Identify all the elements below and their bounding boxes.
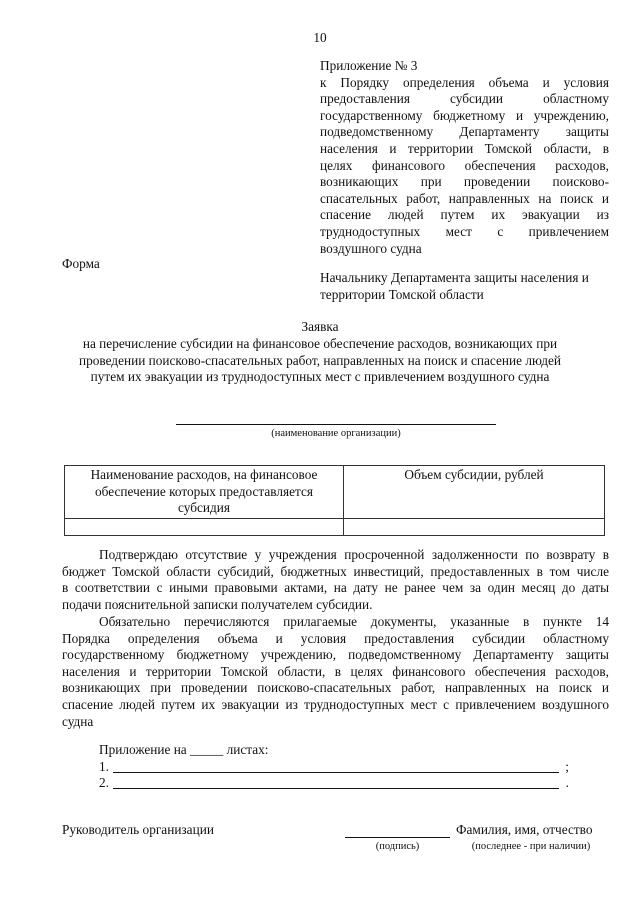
documents-paragraph	[62, 614, 609, 730]
paragraph-line: государственному бюджетному учреждению, подведомственному Департаменту защиты	[62, 647, 609, 663]
header-line: обеспечение которых предоставляется	[95, 483, 313, 499]
appendix-line: подведомственному Департаменту защиты	[320, 124, 609, 140]
attachment-item-number: 1.	[99, 759, 109, 774]
attachment-item-1-field[interactable]	[113, 772, 559, 773]
expenses-table	[64, 465, 605, 536]
attachment-item-2-field[interactable]	[113, 788, 559, 789]
appendix-line: труднодоступных мест с привлечением	[320, 223, 609, 239]
paragraph-line: спасение людей путем их эвакуации из труднодоступных мест с привлечением воздушного	[62, 696, 609, 712]
subtitle-line: путем их эвакуации из труднодоступных мест с привлечением воздушного судна	[90, 369, 550, 385]
header-line: субсидия	[178, 500, 230, 516]
organization-caption: (наименование организации)	[271, 428, 401, 439]
full-name-caption: (последнее - при наличии)	[471, 841, 591, 852]
addressee-line: территории Томской области	[320, 286, 484, 302]
paragraph-line: населения и территории Томской области, в целях финансового обеспечения расходов,	[62, 663, 609, 679]
attachment-item-1	[99, 759, 569, 776]
paragraph-line: возникающих при проведении поисково-спасательных работ, направленных на поиск и	[62, 680, 609, 696]
page-number: 10	[313, 30, 327, 45]
paragraph-line: Подтверждаю отсутствие у учреждения просроченной задолженности по возврату в	[99, 547, 609, 562]
table-cell-expense-name[interactable]	[65, 518, 344, 535]
signature-field[interactable]	[345, 837, 450, 838]
head-of-organization-label: Руководитель организации	[62, 822, 214, 837]
table-cell-subsidy-amount[interactable]	[344, 518, 605, 535]
table-header-expense-name	[65, 466, 344, 519]
paragraph-line: судна	[62, 713, 94, 729]
appendix-line: целях финансового обеспечения расходов,	[320, 157, 609, 173]
document-title: Заявка	[301, 319, 339, 334]
table-header-subsidy-amount: Объем субсидии, рублей	[344, 466, 605, 519]
attachment-item-2	[99, 775, 569, 792]
subtitle-line: на перечисление субсидии на финансовое обеспечение расходов, возникающих при	[82, 336, 558, 351]
paragraph-line: подачи пояснительной записки получателем субсидии.	[62, 596, 373, 612]
attachment-item-end: .	[565, 775, 569, 790]
addressee	[320, 270, 620, 303]
organization-name-field[interactable]	[176, 424, 496, 425]
paragraph-line: в соответствии с иными правовыми актами, на дату не ранее чем за один месяц до даты	[62, 580, 609, 596]
appendix-line: возникающих при проведении поисково-	[320, 174, 609, 190]
document-subtitle	[60, 336, 580, 386]
paragraph-line: бюджет Томской области субсидий, бюджетных инвестиций, предоставленных в том числе	[62, 563, 609, 579]
attachment-label: Приложение на _____ листах:	[99, 742, 269, 757]
form-label: Форма	[62, 256, 100, 271]
paragraph-line: Обязательно перечисляются прилагаемые документы, указанные в пункте 14	[99, 614, 609, 629]
subtitle-line: проведении поисково-спасательных работ, направленных на поиск и спасение людей	[78, 352, 562, 368]
table-row	[65, 518, 605, 535]
table-header-row	[65, 466, 605, 519]
appendix-block	[320, 58, 609, 257]
appendix-line: воздушного судна	[320, 240, 422, 256]
appendix-line: спасение людей путем их эвакуации из	[320, 207, 609, 223]
full-name-label: Фамилия, имя, отчество	[456, 822, 593, 837]
paragraph-line: Порядка определения объема и условия предоставления субсидии областному	[62, 630, 609, 646]
appendix-line: предоставления субсидии областному	[320, 91, 609, 107]
appendix-line: государственному бюджетному и учреждению,	[320, 107, 609, 123]
header-line: Наименование расходов, на финансовое	[90, 467, 318, 482]
addressee-line: Начальнику Департамента защиты населения и	[320, 270, 589, 285]
attachment-item-number: 2.	[99, 775, 109, 790]
appendix-line: Приложение № 3	[320, 58, 418, 73]
appendix-line: спасательных работ, направленных на поиск и	[320, 190, 609, 206]
confirmation-paragraph	[62, 547, 609, 613]
appendix-line: населения и территории Томской области, в	[320, 140, 609, 156]
appendix-line: к Порядку определения объема и условия	[320, 74, 609, 90]
attachment-item-end: ;	[565, 759, 569, 774]
signature-caption: (подпись)	[375, 841, 420, 852]
